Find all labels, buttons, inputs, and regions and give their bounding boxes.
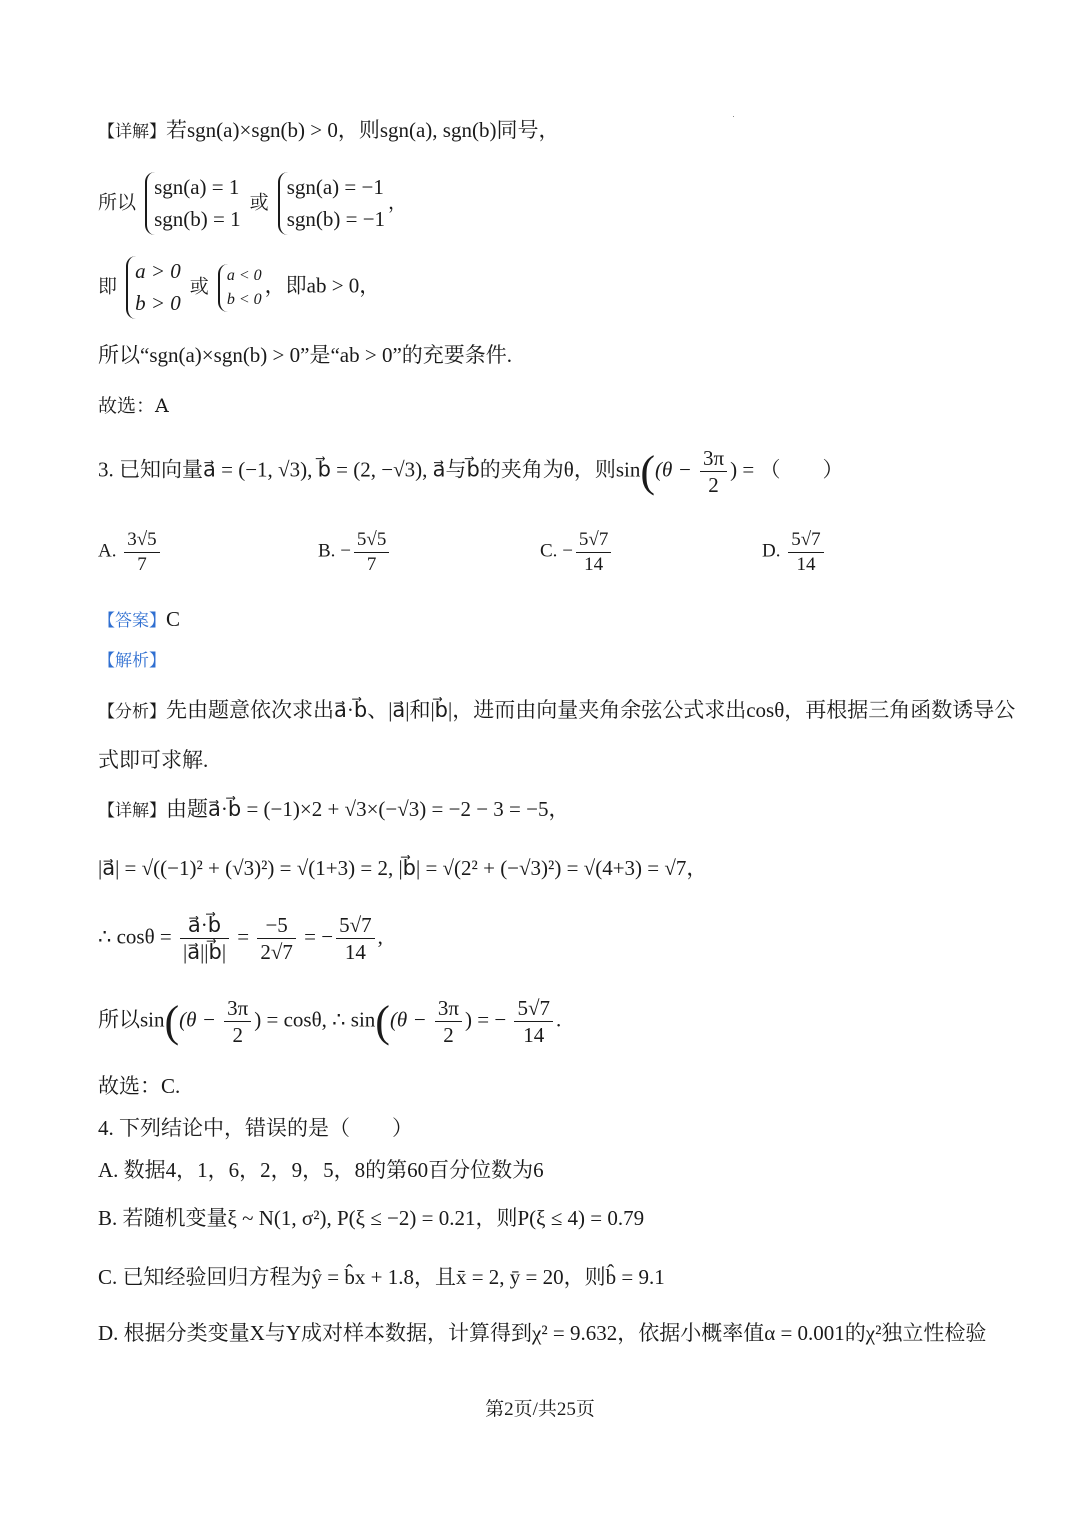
sin-result: [514, 995, 553, 1049]
question-3-tail: ) = （ ）: [730, 457, 844, 482]
three-pi-over-two: [224, 995, 251, 1049]
analysis-text: 先由题意依次求出a⃗·b⃗、|a⃗|和|b⃗|，进而由向量夹角余弦公式求出cosθ，再根据三角函数诱导公: [166, 698, 1016, 722]
frac-den: 2: [232, 1023, 243, 1048]
sin-mid: ) = cosθ, ∴ sin: [254, 1007, 376, 1032]
option-fraction: [788, 528, 823, 577]
stray-dot: [733, 116, 734, 117]
option-4-c[interactable]: C. 已知经验回归方程为ŷ = b̂x + 1.8，且x̄ = 2, ȳ = 20，则b̂ = 9.1: [98, 1265, 665, 1289]
frac-num: a⃗·b⃗: [180, 912, 229, 939]
frac-den: 2: [708, 473, 719, 498]
cos-prefix: ∴ cosθ =: [98, 924, 172, 949]
option-num: 5√7: [788, 528, 823, 553]
conclusion-line: 所以“sgn(a)×sgn(b) > 0”是“ab > 0”的充要条件.: [98, 343, 513, 367]
frac-num: 3π: [224, 995, 251, 1022]
option-den: 7: [366, 553, 377, 575]
question-3: [98, 445, 843, 499]
question-3-text: 3. 已知向量a⃗ = (−1, √3), b⃗ = (2, −√3), a⃗与b⃗的夹角为θ，则sin: [98, 457, 641, 482]
or-label: 或: [249, 191, 269, 214]
sin-prefix: 所以sin: [98, 1007, 165, 1032]
option-label: B.: [318, 540, 336, 562]
option-den: 14: [796, 553, 816, 575]
option-3-c[interactable]: [540, 528, 614, 577]
option-label: C.: [540, 540, 558, 562]
system-line-ab: [98, 256, 380, 319]
paren-left-2: (: [375, 996, 390, 1046]
theta-minus: (θ −: [655, 457, 692, 482]
ji-ab-text: ，即ab > 0，: [264, 273, 381, 298]
answer-tag: 【答案】: [98, 611, 166, 631]
system-2: [278, 172, 385, 235]
sin-line: 所以sin((θ − $\frac{3\pi}{2}$ ) = cosθ, ∴ sin((θ − $\frac{3\pi}{2}$ ) = − $\frac{5√7}{14}$ .: [98, 996, 562, 1048]
frac-den: 14: [344, 940, 366, 965]
system-2-row-2: sgn(b) = −1: [286, 206, 386, 231]
option-fraction: [576, 528, 611, 577]
frac-num: 3π: [700, 445, 727, 472]
option-4-a[interactable]: A. 数据4，1，6，2，9，5，8的第60百分位数为6: [98, 1158, 544, 1182]
detail-2-line-1: [98, 799, 570, 820]
jiexi-tag: 【解析】: [98, 651, 166, 671]
detail-tag: 【详解】: [98, 122, 166, 142]
suoyi-label: 所以: [98, 191, 137, 214]
system-line-sgn: [98, 172, 407, 235]
system-3-row-2: b > 0: [135, 290, 181, 315]
option-num: 5√7: [576, 528, 611, 553]
answer-line: [98, 609, 180, 630]
option-3-d[interactable]: [762, 528, 827, 577]
option-fraction: [354, 528, 389, 577]
system-3-row-1: a > 0: [135, 259, 181, 283]
cos-frac-1: [180, 912, 229, 966]
option-sign: −: [340, 540, 351, 562]
system-2-row-1: sgn(a) = −1: [286, 175, 384, 199]
frac-den: 2: [443, 1023, 454, 1048]
option-sign: −: [562, 540, 573, 562]
frac-num: 5√7: [514, 995, 553, 1022]
detail-2-text: 由题a⃗·b⃗ = (−1)×2 + √3×(−√3) = −2 − 3 = −5，: [166, 797, 570, 821]
option-label: A.: [98, 540, 117, 562]
cos-line: ∴ cosθ = $\frac{a⃗\cdot b⃗}{|a⃗||b⃗|}$ = $\frac{-5}{2√7}$ = − $\frac{5√7}{14}$ ,: [98, 913, 383, 965]
option-fraction: [124, 528, 159, 577]
or-label-2: 或: [189, 275, 209, 298]
system-1-row-1: sgn(a) = 1: [154, 175, 240, 199]
detail-line-1: [98, 120, 559, 141]
ji-label: 即: [98, 275, 118, 298]
option-3-b[interactable]: [318, 528, 392, 577]
punct: ，: [388, 191, 408, 214]
magnitude-line: |a⃗| = √((−1)² + (√3)²) = √(1+3) = 2, |b⃗| = √(2² + (−√3)²) = √(4+3) = √7，: [98, 856, 708, 880]
cos-frac-2: [257, 912, 296, 966]
option-num: 5√5: [354, 528, 389, 553]
analysis-line-1: [98, 700, 1015, 721]
cos-frac-3: [336, 912, 375, 966]
option-4-d[interactable]: D. 根据分类变量X与Y成对样本数据，计算得到χ² = 9.632，依据小概率值α = 0.001的χ²独立性检验: [98, 1321, 987, 1345]
system-1-row-2: sgn(b) = 1: [154, 206, 241, 231]
frac-den: 14: [523, 1023, 545, 1048]
system-4-row-1: a < 0: [226, 266, 262, 284]
option-label: D.: [762, 540, 781, 562]
three-pi-over-two: [700, 445, 727, 499]
analysis-line-2: 式即可求解.: [98, 748, 209, 772]
choose-c-line: 故选：C.: [98, 1074, 181, 1098]
theta-minus: (θ −: [179, 1007, 216, 1032]
analysis-tag: 【分析】: [98, 702, 166, 722]
option-num: 3√5: [124, 528, 159, 553]
detail-text: 若sgn(a)×sgn(b) > 0，则sgn(a), sgn(b)同号，: [166, 118, 560, 142]
option-3-a[interactable]: [98, 528, 163, 577]
frac-den: |a⃗||b⃗|: [183, 940, 227, 965]
theta-minus-2: (θ −: [389, 1007, 427, 1032]
option-den: 14: [584, 553, 604, 575]
frac-num: 5√7: [336, 912, 375, 939]
sin-close: ) = −: [465, 1007, 507, 1032]
system-3: [126, 256, 181, 319]
page-footer: 第2页/共25页: [485, 1399, 595, 1420]
three-pi-over-two-2: [435, 995, 462, 1049]
system-4-row-2: b < 0: [226, 290, 262, 308]
paren-left: (: [640, 446, 656, 496]
frac-den: 2√7: [260, 940, 293, 965]
answer-value: C: [166, 607, 181, 631]
system-4: [218, 264, 262, 312]
paren-left: (: [164, 996, 180, 1046]
question-4: 4. 下列结论中，错误的是（ ）: [98, 1116, 413, 1140]
jiexi-line: [98, 651, 166, 670]
frac-num: −5: [257, 912, 296, 939]
option-den: 7: [137, 553, 147, 575]
choose-a-line: 故选：A: [98, 395, 169, 417]
frac-num: 3π: [435, 995, 462, 1022]
system-1: [145, 172, 241, 235]
detail-2-tag: 【详解】: [98, 801, 166, 821]
option-4-b[interactable]: B. 若随机变量ξ ~ N(1, σ²), P(ξ ≤ −2) = 0.21，则P(ξ ≤ 4) = 0.79: [98, 1206, 645, 1230]
